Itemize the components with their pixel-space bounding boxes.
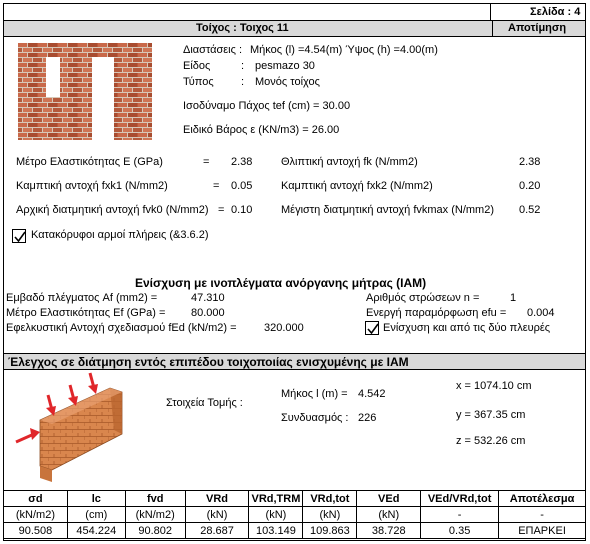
result-cell: ΕΠΑΡΚΕΙ (499, 523, 586, 539)
fxk1-value: 0.05 (231, 180, 253, 192)
both-sides-label: Ενίσχυση και από τις δύο πλευρές (383, 322, 551, 334)
header-cell: Αποτέλεσμα (499, 491, 586, 507)
unit-cell: (kN/m2) (125, 507, 185, 523)
E-value: 2.38 (231, 156, 253, 168)
unit-cell: (kN) (357, 507, 421, 523)
coord-z: z = 532.26 cm (456, 435, 526, 447)
header-cell: VRd,TRM (249, 491, 303, 507)
ef-label: Μέτρο Ελαστικότητας Ef (GPa) = (6, 307, 166, 319)
density-text: Ειδικό Βάρος ε (KN/m3) = 26.00 (183, 124, 340, 136)
fk-value: 2.38 (519, 156, 541, 168)
table-row (4, 523, 586, 539)
n-label: Αριθμός στρώσεων n = (366, 292, 480, 304)
af-label: Εμβαδό πλέγματος Af (mm2) = (6, 292, 158, 304)
header-cell: VRd (185, 491, 249, 507)
kind-colon: : (241, 76, 245, 88)
wall-load-diagram (12, 370, 132, 485)
combo-value: 226 (358, 412, 377, 424)
unit-cell: (kN) (303, 507, 357, 523)
unit-cell: (kN) (249, 507, 303, 523)
shear-title: Έλεγχος σε διάτμηση εντός επιπέδου τοιχοποιίας ενισχυμένης με ΙΑΜ (8, 355, 409, 369)
wall-title: Τοίχος : Τοιχος 11 (196, 22, 289, 34)
tef-text: Ισοδύναμο Πάχος tef (cm) = 30.00 (183, 100, 351, 112)
fvkmax-label: Μέγιστη διατμητική αντοχή fvkmax (N/mm2) (281, 204, 494, 216)
length-label: Μήκος l (m) = (281, 388, 348, 400)
fvk0-eq: = (218, 204, 225, 216)
value-cell: 90.802 (125, 523, 185, 539)
fvk0-label: Αρχική διατμητική αντοχή fvk0 (N/mm2) (16, 204, 209, 216)
table-units-row (4, 507, 586, 523)
unit-cell: (cm) (67, 507, 125, 523)
iam-title: Ενίσχυση με ινοπλέγματα ανόργανης μήτρας (ΙΑΜ) (135, 276, 427, 290)
fxk1-eq: = (213, 180, 220, 192)
results-table (3, 490, 586, 539)
wall-image (18, 43, 152, 140)
header-cell: fvd (125, 491, 185, 507)
value-cell: 454.224 (67, 523, 125, 539)
page-label: Σελίδα : 4 (530, 6, 581, 18)
type-value: pesmazo 30 (255, 60, 315, 72)
unit-cell: (kN/m2) (4, 507, 68, 523)
section-label: Στοιχεία Τομής : (166, 397, 243, 409)
dimensions-value: Μήκος (l) =4.54(m) Ύψος (h) =4.00(m) (250, 44, 438, 56)
efu-label: Ενεργή παραμόρφωση efu = (366, 307, 507, 319)
value-cell: 0.35 (421, 523, 499, 539)
joints-checkbox[interactable] (12, 229, 26, 243)
fk-label: Θλιπτική αντοχή fk (N/mm2) (281, 156, 418, 168)
fxk2-label: Καμπτική αντοχή fxk2 (N/mm2) (281, 180, 433, 192)
dimensions-label: Διαστάσεις : (183, 44, 243, 56)
header-cell: VRd,tot (303, 491, 357, 507)
value-cell: 90.508 (4, 523, 68, 539)
value-cell: 28.687 (185, 523, 249, 539)
length-value: 4.542 (358, 388, 386, 400)
joints-label: Κατακόρυφοι αρμοί πλήρεις (&3.6.2) (31, 229, 209, 241)
fed-value: 320.000 (264, 322, 304, 334)
type-label: Είδος (183, 60, 211, 72)
value-cell: 38.728 (357, 523, 421, 539)
checkmark-icon (13, 230, 27, 244)
unit-cell: - (499, 507, 586, 523)
checkmark-icon (366, 322, 380, 336)
fxk1-label: Καμπτική αντοχή fxk1 (N/mm2) (16, 180, 168, 192)
unit-cell: - (421, 507, 499, 523)
n-value: 1 (510, 292, 517, 304)
kind-value: Μονός τοίχος (255, 76, 320, 88)
coord-y: y = 367.35 cm (456, 409, 526, 421)
value-cell: 103.149 (249, 523, 303, 539)
type-colon: : (241, 60, 245, 72)
af-value: 47.310 (191, 292, 225, 304)
fed-label: Εφελκυστική Αντοχή σχεδιασμού fEd (kN/m2) = (6, 322, 237, 334)
combo-label: Συνδυασμός : (281, 412, 349, 424)
E-label: Μέτρο Ελαστικότητας Ε (GPa) (16, 156, 163, 168)
value-cell: 109.863 (303, 523, 357, 539)
coord-x: x = 1074.10 cm (456, 380, 532, 392)
fvkmax-value: 0.52 (519, 204, 541, 216)
efu-value: 0.004 (527, 307, 555, 319)
ef-value: 80.000 (191, 307, 225, 319)
kind-label: Τύπος (183, 76, 214, 88)
E-eq: = (203, 156, 210, 168)
fvk0-value: 0.10 (231, 204, 253, 216)
header-cell: σd (4, 491, 68, 507)
header-cell: lc (67, 491, 125, 507)
header-cell: VEd (357, 491, 421, 507)
fxk2-value: 0.20 (519, 180, 541, 192)
section-title: Αποτίμηση (508, 22, 567, 34)
table-header-row (4, 491, 586, 507)
unit-cell: (kN) (185, 507, 249, 523)
header-cell: VEd/VRd,tot (421, 491, 499, 507)
both-sides-checkbox[interactable] (365, 321, 379, 335)
